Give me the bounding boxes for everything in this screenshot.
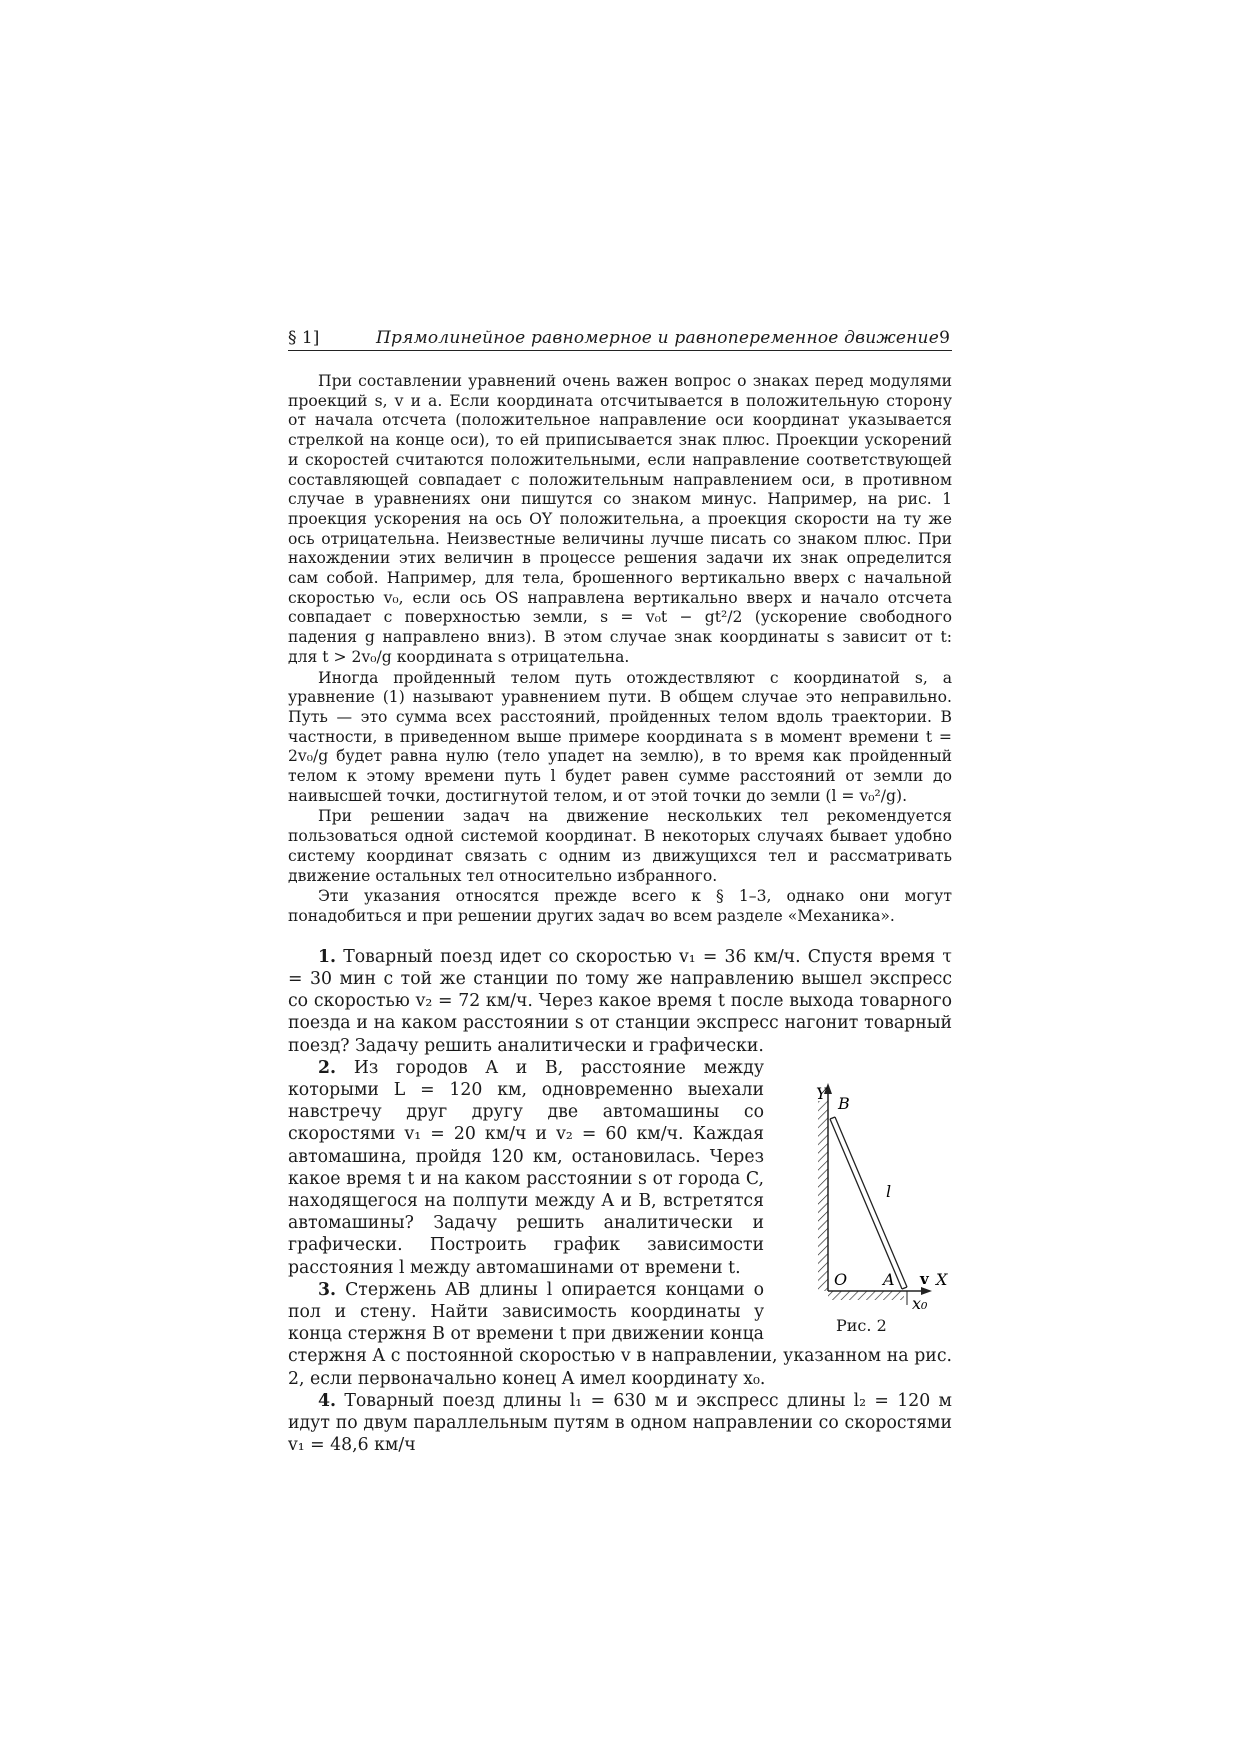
problem-number: 3. (318, 1279, 337, 1300)
intro-text (288, 372, 952, 927)
running-title: Прямолинейное равномерное и равнопеременное движение (376, 328, 939, 348)
problem-number: 1. (318, 946, 337, 967)
label-x: X (936, 1269, 948, 1289)
problem-number: 2. (318, 1057, 337, 1078)
problem-number: 4. (318, 1390, 337, 1411)
intro-paragraph-2: Иногда пройденный телом путь отождествляют с координатой s, а уравнение (1) называют уравнением пути. В общем случае это неправильно. Путь — это сумма всех расстояний, пройденных телом вдоль траектории. В частности, в приведенном выше примере координата s в момент времени t = 2v₀/g будет равна нулю (тело упадет на землю), в то время как пройденный телом к этому времени путь l будет равен сумме расстояний от земли до наивысшей точки, достигнутой телом, и от этой точки до земли (l = v₀²/g). (288, 668, 952, 805)
figure-caption: Рис. 2 (836, 1315, 887, 1335)
wall-hatching (818, 1101, 828, 1291)
rod-line-a (830, 1119, 902, 1289)
label-o: O (834, 1269, 848, 1289)
label-v: v (920, 1269, 929, 1288)
label-x0: x₀ (912, 1293, 928, 1313)
intro-paragraph-3: При решении задач на движение нескольких тел рекомендуется пользоваться одной системой координат. В некоторых случаях бывает удобно систему координат связать с одним из движущихся тел и рассматривать движение остальных тел относительно избранного. (288, 807, 952, 885)
page (288, 328, 952, 1456)
label-y: Y (816, 1083, 827, 1103)
problem-text: Стержень AB длины l опирается концами о пол и стену. Найти зависимость координаты y конца стержня B от времени t при движении конца стержня A с постоянной скоростью v в направлении, указанном на рис. 2, если первоначально конец A имел координату x₀. (288, 1279, 952, 1389)
label-l: l (886, 1181, 892, 1201)
section-ref: § 1] (288, 328, 320, 348)
running-header (288, 328, 952, 351)
problem-1 (288, 946, 952, 1057)
label-a: A (883, 1269, 895, 1289)
rod-diagram (776, 1059, 966, 1315)
problem-text: Товарный поезд идет со скоростью v₁ = 36 км/ч. Спустя время τ = 30 мин с той же станции по тому же направлению вышел экспресс со скоростью v₂ = 72 км/ч. Через какое время t после выхода товарного поезда и на каком расстоянии s от станции экспресс нагонит товарный поезд? Задачу решить аналитически и графически. (288, 946, 952, 1056)
figure-2 (776, 1059, 966, 1339)
floor-hatching (828, 1291, 904, 1300)
intro-paragraph-4: Эти указания относятся прежде всего к § 1–3, однако они могут понадобиться и при решении других задач во всем разделе «Механика». (288, 887, 952, 925)
rod-end-b (830, 1117, 835, 1119)
page-number: 9 (939, 328, 950, 348)
problem-text: Из городов A и B, расстояние между которыми L = 120 км, одновременно выехали навстречу друг другу две автомашины со скоростями v₁ = 20 км/ч и v₂ = 60 км/ч. Каждая автомашина, пройдя 120 км, остановилась. Через какое время t и на каком расстоянии s от города C, находящегося на полпути между A и B, встретятся автомашины? Задачу решить аналитически и графически. Построить график зависимости расстояния l между автомашинами от времени t. (288, 1057, 764, 1278)
rod-end-a (902, 1287, 907, 1289)
problems (288, 946, 952, 1457)
problem-text: Товарный поезд длины l₁ = 630 м и экспресс длины l₂ = 120 м идут по двум параллельным путям в одном направлении со скоростями v₁ = 48,6 км/ч (288, 1390, 952, 1456)
problem-4 (288, 1390, 952, 1457)
intro-paragraph-1: При составлении уравнений очень важен вопрос о знаках перед модулями проекций s, v и a. Если координата отсчитывается в положительную сторону от начала отсчета (положительное направление оси координат указывается стрелкой на конце оси), то ей приписывается знак плюс. Проекции ускорений и скоростей считаются положительными, если направление соответствующей составляющей совпадает с положительным направлением оси, в противном случае в уравнениях они пишутся со знаком минус. Например, на рис. 1 проекция ускорения на ось OY положительна, а проекция скорости на ту же ось отрицательна. Неизвестные величины лучше писать со знаком плюс. При нахождении этих величин в процессе решения задачи их знак определится сам собой. Например, для тела, брошенного вертикально вверх с начальной скоростью v₀, если ось OS направлена вертикально вверх и начало отсчета совпадает с поверхностью земли, s = v₀t − gt²/2 (ускорение свободного падения g направлено вниз). В этом случае знак координаты s зависит от t: для t > 2v₀/g координата s отрицательна. (288, 372, 952, 666)
label-b: B (838, 1093, 850, 1113)
rod-line-b (835, 1117, 907, 1287)
